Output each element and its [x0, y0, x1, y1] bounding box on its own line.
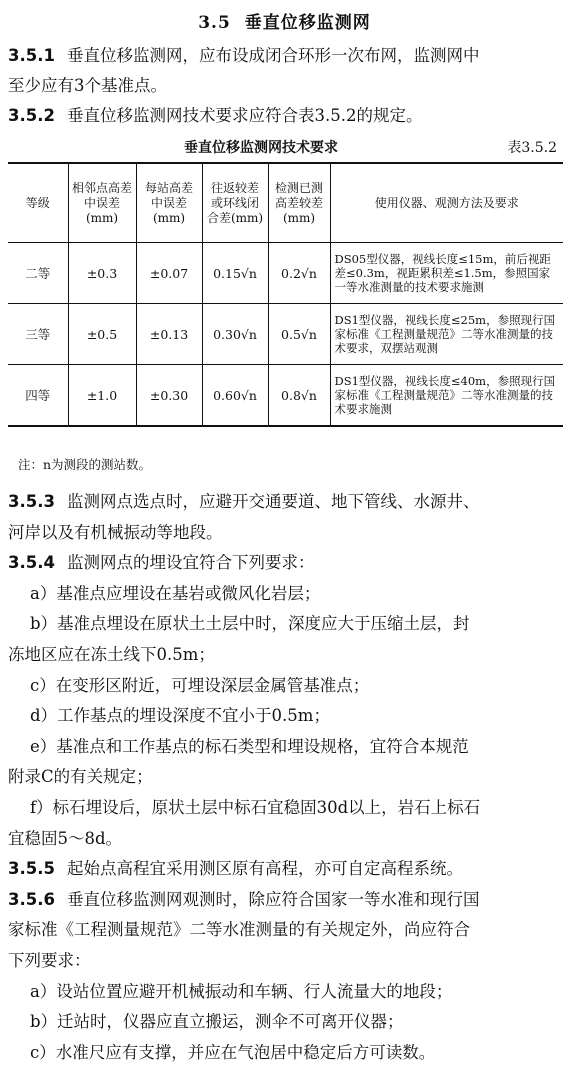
- paragraph-line: [30, 796, 563, 820]
- cell-adjacent: ±0.3: [68, 243, 136, 304]
- clause-text: c）在变形区附近，可埋设深层金属管基准点；: [30, 675, 370, 695]
- paragraph-line: [30, 612, 563, 636]
- cell-station: ±0.13: [136, 304, 202, 365]
- header-usage: 使用仪器、观测方法及要求: [330, 163, 563, 243]
- table-row: [8, 365, 563, 427]
- table-title: 垂直位移监测网技术要求: [184, 140, 338, 156]
- cell-grade: 四等: [8, 365, 68, 427]
- header-closure: 往返较差或环线闭合差(mm): [202, 163, 268, 243]
- paragraph-line: [8, 490, 563, 514]
- section-heading: [0, 8, 569, 33]
- paragraph-line: [8, 918, 563, 942]
- cell-closure: 0.30√n: [202, 304, 268, 365]
- cell-adjacent: ±0.5: [68, 304, 136, 365]
- cell-closure: 0.15√n: [202, 243, 268, 304]
- paragraph-line: [8, 104, 563, 128]
- clause-text: a）基准点应埋设在基岩或微风化岩层；: [30, 583, 321, 603]
- paragraph-line: [8, 551, 563, 575]
- clause-number: 3.5.6: [8, 889, 55, 909]
- cell-usage: DS05型仪器，视线长度≤15m，前后视距差≤0.3m，视距累积差≤1.5m，参照国家一等水准测量的技术要求施测: [330, 243, 563, 304]
- cell-closure: 0.60√n: [202, 365, 268, 427]
- paragraph-line: [8, 827, 563, 851]
- header-adjacent-error: 相邻点高差中误差(mm): [68, 163, 136, 243]
- clause-number: 3.5.3: [8, 492, 55, 511]
- clause-text: 垂直位移监测网观测时，除应符合国家一等水准和现行国: [66, 889, 480, 909]
- clause-text: f）标石埋设后，原状土层中标石宜稳固30d以上，岩石上标石: [30, 798, 481, 817]
- header-station-error: 每站高差中误差(mm): [136, 163, 202, 243]
- clause-text: e）基准点和工作基点的标石类型和埋设规格，宜符合本规范: [30, 736, 469, 756]
- clause-text: c）水准尺应有支撑，并应在气泡居中稳定后方可读数。: [30, 1042, 436, 1062]
- clause-text: 垂直位移监测网，应布设成闭合环形一次布网，监测网中: [66, 46, 480, 65]
- table-header-row: [8, 163, 563, 243]
- paragraph-line: [30, 674, 563, 698]
- cell-check: 0.8√n: [268, 365, 330, 427]
- paragraph-line: [8, 949, 563, 973]
- clause-text: 家标准《工程测量规范》二等水准测量的有关规定外，尚应符合: [8, 920, 470, 940]
- table-row: [8, 304, 563, 365]
- section-number: 3.5: [198, 13, 231, 33]
- requirements-table: [8, 162, 563, 427]
- clause-number: 3.5.1: [8, 46, 55, 65]
- clause-text: 垂直位移监测网技术要求应符合表3.5.2的规定。: [66, 106, 423, 125]
- paragraph-line: [8, 44, 563, 68]
- clause-text: d）工作基点的埋设深度不宜小于0.5m；: [30, 706, 330, 726]
- clause-text: 河岸以及有机械振动等地段。: [8, 522, 223, 542]
- cell-station: ±0.30: [136, 365, 202, 427]
- paragraph-line: [8, 521, 563, 545]
- clause-number: 3.5.5: [8, 859, 55, 879]
- paragraph-line: [30, 704, 563, 728]
- clause-text: 监测网点的埋设宜符合下列要求：: [66, 553, 315, 573]
- paragraph-line: [30, 1010, 563, 1034]
- table-number: 表3.5.2: [507, 140, 557, 156]
- clause-number: 3.5.2: [8, 106, 55, 125]
- paragraph-line: [8, 857, 563, 881]
- cell-grade: 三等: [8, 304, 68, 365]
- clause-text: b）基准点埋设在原状土土层中时，深度应大于压缩土层，封: [30, 614, 470, 634]
- header-check-diff: 检测已测高差较差(mm): [268, 163, 330, 243]
- clause-text: 冻地区应在冻土线下0.5m；: [8, 645, 215, 664]
- cell-usage: DS1型仪器，视线长度≤25m，参照现行国家标准《工程测量规范》二等水准测量的技术要求，双摆站观测: [330, 304, 563, 365]
- clause-text: 至少应有3个基准点。: [8, 76, 167, 95]
- section-title: 垂直位移监测网: [244, 13, 371, 33]
- table-row: [8, 243, 563, 304]
- clause-text: 起始点高程宜采用测区原有高程，亦可自定高程系统。: [66, 859, 463, 879]
- paragraph-line: [30, 735, 563, 759]
- cell-check: 0.5√n: [268, 304, 330, 365]
- paragraph-line: [8, 643, 563, 667]
- table-note: 注：n为测段的测站数。: [18, 457, 152, 472]
- paragraph-line: [30, 582, 563, 606]
- paragraph-line: [8, 888, 563, 912]
- clause-text: 监测网点选点时，应避开交通要道、地下管线、水源井、: [66, 492, 480, 511]
- paragraph-line: [30, 980, 563, 1004]
- cell-station: ±0.07: [136, 243, 202, 304]
- clause-number: 3.5.4: [8, 553, 55, 573]
- clause-text: b）迁站时，仪器应直立搬运，测伞不可离开仪器；: [30, 1012, 404, 1032]
- paragraph-line: [8, 765, 563, 789]
- cell-adjacent: ±1.0: [68, 365, 136, 427]
- cell-check: 0.2√n: [268, 243, 330, 304]
- clause-text: 宜稳固5～8d。: [8, 828, 123, 848]
- clause-text: 下列要求：: [8, 951, 91, 970]
- cell-usage: DS1型仪器，视线长度≤40m，参照现行国家标准《工程测量规范》二等水准测量的技术要求施测: [330, 365, 563, 427]
- clause-text: a）设站位置应避开机械振动和车辆、行人流量大的地段；: [30, 981, 453, 1001]
- header-grade: 等级: [8, 163, 68, 243]
- cell-grade: 二等: [8, 243, 68, 304]
- paragraph-line: [8, 74, 563, 98]
- clause-text: 附录C的有关规定；: [8, 767, 153, 787]
